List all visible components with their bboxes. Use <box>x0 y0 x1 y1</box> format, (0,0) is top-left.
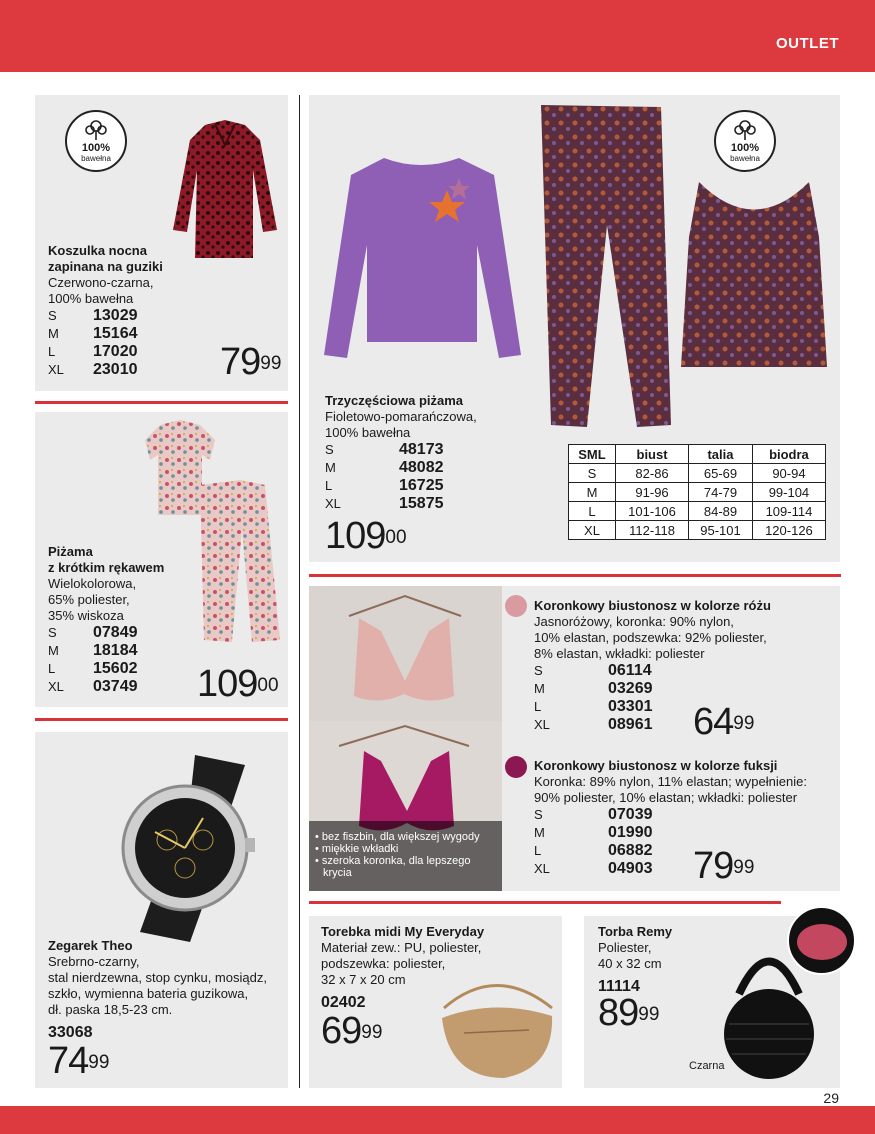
price-main: 79 <box>220 341 261 383</box>
size-label: XL <box>325 496 341 511</box>
size-chart-row <box>569 521 826 540</box>
size-chart-header-cell: SML <box>569 445 616 464</box>
product-code: 33068 <box>48 1024 93 1041</box>
size-chart-cell: 112-118 <box>615 521 688 540</box>
size-chart-cell: 74-79 <box>689 483 753 502</box>
size-chart-cell: 101-106 <box>615 502 688 521</box>
size-codes <box>534 806 807 878</box>
product-bras[interactable] <box>309 586 840 891</box>
price <box>693 847 754 885</box>
product-nightshirt[interactable] <box>35 95 288 391</box>
badge-word: bawełna <box>730 154 760 163</box>
product-description: dł. paska 18,5-23 cm. <box>48 1002 173 1017</box>
product-code: 23010 <box>93 361 138 378</box>
pajama-text <box>48 544 164 696</box>
product-code: 08961 <box>608 716 653 733</box>
size-chart-cell: XL <box>569 521 616 540</box>
product-code: 11114 <box>598 978 640 995</box>
size-chart-cell: 82-86 <box>615 464 688 483</box>
product-description: 65% poliester, <box>48 592 130 607</box>
badge-percent: 100% <box>81 142 111 154</box>
price-main: 109 <box>325 515 386 557</box>
product-description: Jasnoróżowy, koronka: 90% nylon, <box>534 614 734 629</box>
price <box>325 517 407 555</box>
feature-item: • miękkie wkładki <box>315 843 399 855</box>
price-main: 74 <box>48 1040 89 1082</box>
product-code: 01990 <box>608 824 653 841</box>
feature-item: • szeroka koronka, dla lepszego <box>315 855 471 867</box>
cotton-icon <box>732 119 758 141</box>
price-main: 109 <box>197 663 258 705</box>
size-label: XL <box>48 679 64 694</box>
price <box>197 665 279 703</box>
product-code: 48082 <box>399 459 444 476</box>
price-cents: 99 <box>361 1022 383 1043</box>
size-chart-cell: S <box>569 464 616 483</box>
size-label: L <box>48 344 56 359</box>
product-code: 02402 <box>321 994 366 1011</box>
red-rule <box>35 718 288 721</box>
bra-fuchsia-text <box>534 758 807 878</box>
size-chart-row <box>569 502 826 521</box>
price-main: 64 <box>693 701 734 743</box>
red-rule <box>35 401 288 404</box>
cotton-badge <box>65 110 127 172</box>
size-label: L <box>48 661 56 676</box>
size-chart-header-cell: talia <box>689 445 753 464</box>
product-description: 8% elastan, wkładki: poliester <box>534 646 705 661</box>
product-code: 07039 <box>608 806 653 823</box>
size-label: S <box>534 663 543 678</box>
product-description: Koronka: 89% nylon, 11% elastan; wypełnienie: <box>534 774 807 789</box>
product-description: 35% wiskoza <box>48 608 124 623</box>
price <box>321 1012 382 1050</box>
pink-swatch <box>505 595 527 617</box>
product-code: 03269 <box>608 680 653 697</box>
cotton-icon <box>83 119 109 141</box>
size-chart-cell: 109-114 <box>752 502 825 521</box>
bag-midi-image <box>434 978 559 1083</box>
size-chart-header-cell: biust <box>615 445 688 464</box>
product-watch[interactable] <box>35 732 288 1088</box>
size-codes <box>325 441 477 513</box>
purple-top-image <box>319 150 524 365</box>
price-cents: 99 <box>733 857 755 878</box>
price <box>693 703 754 741</box>
size-chart-cell: 65-69 <box>689 464 753 483</box>
color-label: Czarna <box>689 1060 725 1072</box>
product-short-sleeve-pajama[interactable] <box>35 412 288 707</box>
watch-image <box>95 750 280 945</box>
size-chart-header-cell: biodra <box>752 445 825 464</box>
size-label: M <box>325 460 336 475</box>
product-name: Torba Remy <box>598 924 673 939</box>
size-chart-cell: 91-96 <box>615 483 688 502</box>
size-chart-cell: L <box>569 502 616 521</box>
size-label: S <box>534 807 543 822</box>
feature-item: krycia <box>323 867 352 879</box>
product-description: Poliester, <box>598 940 652 955</box>
size-label: XL <box>534 717 550 732</box>
size-codes <box>48 307 163 379</box>
price-cents: 00 <box>257 675 279 696</box>
red-rule <box>309 574 841 577</box>
nightshirt-text <box>48 243 163 379</box>
size-chart-cell: 90-94 <box>752 464 825 483</box>
price-cents: 99 <box>733 713 755 734</box>
cotton-badge <box>714 110 776 172</box>
price <box>220 343 281 381</box>
price-cents: 99 <box>88 1052 110 1073</box>
product-name: Piżama <box>48 544 93 559</box>
size-chart-table <box>568 444 826 540</box>
product-description: stal nierdzewna, stop cynku, mosiądz, <box>48 970 267 985</box>
product-description: Czerwono-czarna, <box>48 275 154 290</box>
bra-pink-image <box>309 586 502 721</box>
size-chart-cell: 120-126 <box>752 521 825 540</box>
product-description: 90% poliester, 10% elastan; wkładki: poliester <box>534 790 798 805</box>
size-label: S <box>48 625 57 640</box>
size-chart-cell: 99-104 <box>752 483 825 502</box>
red-rule <box>309 901 781 904</box>
price <box>598 994 659 1032</box>
price-main: 89 <box>598 992 639 1034</box>
pants-image <box>529 105 674 435</box>
product-name: Koronkowy biustonosz w kolorze różu <box>534 598 771 613</box>
feature-item: • bez fiszbin, dla większej wygody <box>315 831 480 843</box>
price-main: 69 <box>321 1010 362 1052</box>
product-description: Srebrno-czarny, <box>48 954 140 969</box>
price-cents: 99 <box>260 353 282 374</box>
bag-remy-text <box>598 924 672 996</box>
size-label: XL <box>534 861 550 876</box>
size-chart-row <box>569 464 826 483</box>
product-code: 06114 <box>608 662 652 679</box>
watch-text <box>48 938 267 1042</box>
size-label: M <box>534 681 545 696</box>
fuchsia-swatch <box>505 756 527 778</box>
product-description: 32 x 7 x 20 cm <box>321 972 406 987</box>
price-main: 79 <box>693 845 734 887</box>
size-label: M <box>48 326 59 341</box>
product-name: Zegarek Theo <box>48 938 133 953</box>
size-chart-cell: 95-101 <box>689 521 753 540</box>
bag-remy-detail-inset <box>787 906 856 975</box>
product-description: 100% bawełna <box>48 291 134 306</box>
product-code: 15164 <box>93 325 138 342</box>
product-code: 17020 <box>93 343 138 360</box>
product-code: 15875 <box>399 495 444 512</box>
product-description: Materiał zew.: PU, poliester, <box>321 940 482 955</box>
badge-percent: 100% <box>730 142 760 154</box>
product-description: Fioletowo-pomarańczowa, <box>325 409 477 424</box>
bag-lining <box>797 924 847 960</box>
size-label: L <box>534 699 542 714</box>
product-code: 03301 <box>608 698 653 715</box>
three-piece-text <box>325 393 477 513</box>
price-cents: 00 <box>385 527 407 548</box>
product-name: zapinana na guziki <box>48 259 163 274</box>
product-description: podszewka: poliester, <box>321 956 446 971</box>
product-name: Koronkowy biustonosz w kolorze fuksji <box>534 758 778 773</box>
bra-features <box>315 831 480 879</box>
footer-bar <box>0 1106 875 1134</box>
size-label: M <box>534 825 545 840</box>
product-code: 18184 <box>93 642 138 659</box>
product-code: 06882 <box>608 842 653 859</box>
product-code: 07849 <box>93 624 138 641</box>
nightshirt-image <box>165 120 285 260</box>
section-title: OUTLET <box>776 35 839 52</box>
size-codes <box>48 624 164 696</box>
price <box>48 1042 109 1080</box>
product-description: 40 x 32 cm <box>598 956 662 971</box>
product-code: 48173 <box>399 441 444 458</box>
size-label: S <box>48 308 57 323</box>
product-name: Koszulka nocna <box>48 243 147 258</box>
product-code: 15602 <box>93 660 138 677</box>
size-label: M <box>48 643 59 658</box>
size-chart-row <box>569 483 826 502</box>
product-description: Wielokolorowa, <box>48 576 137 591</box>
product-bag-midi[interactable] <box>309 916 562 1088</box>
size-chart-cell: M <box>569 483 616 502</box>
product-code: 16725 <box>399 477 444 494</box>
header-bar <box>0 0 875 72</box>
product-name: z krótkim rękawem <box>48 560 165 575</box>
price-cents: 99 <box>638 1004 660 1025</box>
size-chart-cell: 84-89 <box>689 502 753 521</box>
product-code: 13029 <box>93 307 138 324</box>
product-three-piece-pajama[interactable] <box>309 95 840 562</box>
size-label: XL <box>48 362 64 377</box>
product-code: 03749 <box>93 678 138 695</box>
product-description: 100% bawełna <box>325 425 411 440</box>
size-label: L <box>325 478 333 493</box>
badge-word: bawełna <box>81 154 111 163</box>
product-name: Torebka midi My Everyday <box>321 924 485 939</box>
tank-top-image <box>679 177 829 372</box>
size-label: S <box>325 442 334 457</box>
product-code: 04903 <box>608 860 653 877</box>
page-number: 29 <box>823 1090 839 1106</box>
product-description: szkło, wymienna bateria guzikowa, <box>48 986 249 1001</box>
size-chart-header <box>569 445 826 464</box>
size-label: L <box>534 843 542 858</box>
product-description: 10% elastan, podszewka: 92% poliester, <box>534 630 767 645</box>
product-name: Trzyczęściowa piżama <box>325 393 464 408</box>
column-divider <box>299 95 300 1088</box>
